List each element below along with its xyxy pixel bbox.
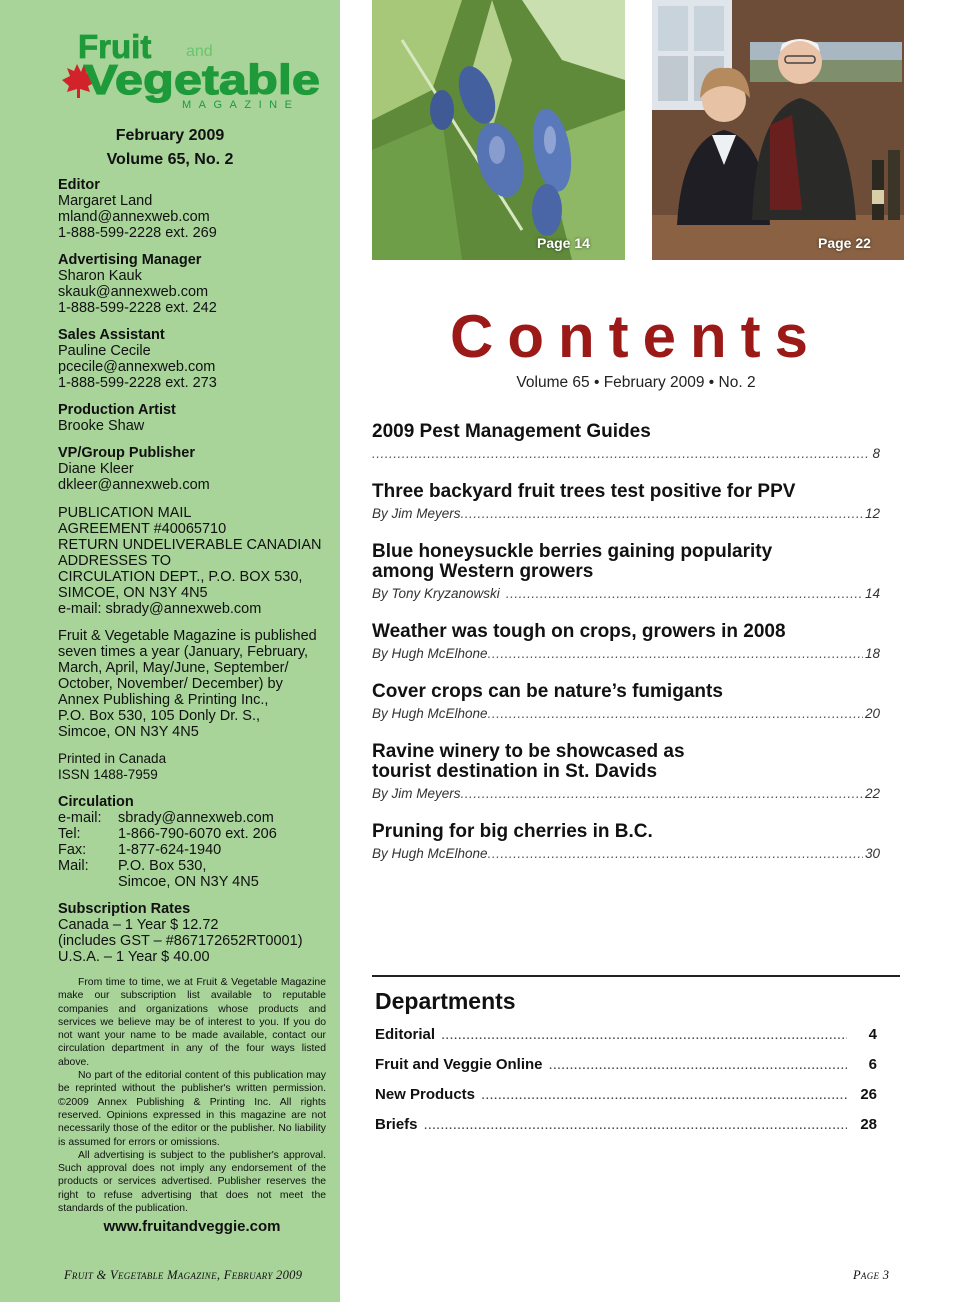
circulation-value: 1-866-790-6070 ext. 206 (118, 826, 277, 842)
photo-page-tag: Page 14 (537, 235, 590, 251)
publisher-info (58, 628, 330, 740)
publisher-info-line: March, April, May/June, September/ (58, 660, 289, 676)
article-byline: By Hugh McElhone (372, 846, 488, 861)
staff-name: Sharon Kauk (58, 268, 142, 284)
departments-divider (372, 975, 900, 977)
article-title[interactable]: Weather was tough on crops, growers in 2008 (372, 621, 786, 642)
leader-dots (549, 1056, 847, 1073)
article-page: 30 (864, 846, 880, 861)
fine-print (58, 976, 326, 1215)
circulation-row (58, 858, 330, 874)
publication-mail (58, 505, 330, 617)
circulation-row (58, 842, 330, 858)
leader-dots (481, 1086, 847, 1103)
publisher-info-line: seven times a year (January, February, (58, 644, 309, 660)
publisher-info-line: Fruit & Vegetable Magazine is published (58, 628, 317, 644)
circulation-value: Simcoe, ON N3Y 4N5 (118, 874, 259, 890)
article-entry[interactable] (372, 622, 880, 661)
publisher-info-line: P.O. Box 530, 105 Donly Dr. S., (58, 708, 261, 724)
publisher-info-line: Annex Publishing & Printing Inc., (58, 692, 269, 708)
article-title[interactable]: 2009 Pest Management Guides (372, 421, 651, 442)
article-title[interactable]: Three backyard fruit trees test positive for PPV (372, 481, 796, 502)
department-entry[interactable] (375, 1056, 877, 1073)
article-entry[interactable] (372, 422, 880, 461)
subscription-block (58, 901, 330, 965)
article-page: 20 (864, 706, 880, 721)
leader-dots (424, 1116, 847, 1133)
logo-word-vegetable: Vegetable (84, 56, 320, 103)
article-byline: By Tony Kryzanowski (372, 586, 500, 601)
publisher-info-line: Simcoe, ON N3Y 4N5 (58, 724, 199, 740)
article-title[interactable]: Pruning for big cherries in B.C. (372, 821, 653, 842)
article-byline-row (372, 786, 880, 801)
article-entry[interactable] (372, 682, 880, 721)
department-entry[interactable] (375, 1086, 877, 1103)
article-page: 22 (864, 786, 880, 801)
article-entry[interactable] (372, 482, 880, 521)
circulation-row (58, 874, 330, 890)
issn-line: ISSN 1488-7959 (58, 767, 158, 782)
department-name[interactable]: New Products (375, 1086, 476, 1103)
article-byline-row (372, 846, 880, 861)
logo-word-and: and (186, 43, 213, 60)
privacy-notice: From time to time, we at Fruit & Vegetable Magazine make our subscription list available to reputable companies and organizations whose products and services we believe may be of interest to you. If you do not want your name to be made available, contact our circulation department in any of the four ways listed above. (58, 977, 326, 1068)
circulation-value: 1-877-624-1940 (118, 842, 222, 858)
department-page: 4 (868, 1026, 877, 1043)
article-page: 18 (864, 646, 880, 661)
pub-mail-line: ADDRESSES TO (58, 553, 172, 569)
leader-dots (488, 846, 863, 861)
department-entry[interactable] (375, 1116, 877, 1133)
article-title[interactable]: Blue honeysuckle berries gaining popularity among Western growers (372, 541, 773, 582)
leader-dots (488, 706, 863, 721)
logo-word-fruit: Fruit (78, 28, 152, 65)
magazine-logo (60, 28, 322, 114)
department-name[interactable]: Fruit and Veggie Online (375, 1056, 543, 1073)
article-byline-row (372, 446, 880, 461)
department-page: 6 (868, 1056, 877, 1073)
subscription-line: (includes GST – #867172652RT0001) (58, 933, 303, 949)
contents-title: Contents (450, 303, 822, 370)
staff-role: VP/Group Publisher (58, 445, 195, 461)
staff-role: Editor (58, 177, 100, 193)
pub-mail-line: e-mail: sbrady@annexweb.com (58, 601, 262, 617)
leader-dots (488, 646, 863, 661)
staff-role: Production Artist (58, 402, 176, 418)
department-entry[interactable] (375, 1026, 877, 1043)
staff-name: Diane Kleer (58, 461, 134, 477)
photo-page-tag: Page 22 (818, 235, 871, 251)
staff-production (58, 402, 330, 434)
article-byline: By Jim Meyers (372, 506, 461, 521)
departments-heading: Departments (375, 988, 516, 1014)
department-page: 28 (860, 1116, 877, 1133)
masthead-sidebar (0, 0, 340, 1302)
circulation-row (58, 810, 330, 826)
subscription-heading: Subscription Rates (58, 901, 191, 917)
article-title[interactable]: Cover crops can be nature’s fumigants (372, 681, 723, 702)
article-byline: By Hugh McElhone (372, 706, 488, 721)
department-page: 26 (860, 1086, 877, 1103)
copyright-notice: No part of the editorial content of this publication may be reprinted without the publisher's written permission. ©2009 Annex Publishing & Printing Inc. All rights reserved. Opinions expressed in this magazine are not necessarily those of the editor or the publisher. No liability is assumed for errors or omissions. (58, 1070, 326, 1148)
contents-subtitle: Volume 65 • February 2009 • No. 2 (516, 374, 756, 391)
department-name[interactable]: Briefs (375, 1116, 418, 1133)
leader-dots (441, 1026, 847, 1043)
subscription-line: U.S.A. – 1 Year $ 40.00 (58, 949, 210, 965)
staff-phone: 1-888-599-2228 ext. 269 (58, 225, 217, 241)
article-page: 12 (864, 506, 880, 521)
staff-email: dkleer@annexweb.com (58, 477, 210, 493)
staff-email: mland@annexweb.com (58, 209, 210, 225)
pub-mail-line: PUBLICATION MAIL (58, 505, 192, 521)
article-byline: By Hugh McElhone (372, 646, 488, 661)
leader-dots (461, 786, 863, 801)
winery-owners-photo (652, 0, 904, 260)
staff-name: Brooke Shaw (58, 418, 145, 434)
staff-sales (58, 327, 330, 391)
staff-email: pcecile@annexweb.com (58, 359, 216, 375)
publisher-info-line: October, November/ December) by (58, 676, 283, 692)
circulation-key (58, 874, 118, 890)
circulation-key: Mail: (58, 858, 89, 874)
footer-left: Fruit & Vegetable Magazine, February 2009 (64, 1268, 303, 1282)
advertising-notice: All advertising is subject to the publisher's approval. Such approval does not imply any endorsement of the products or services advertised. Publisher reserves the right to refuse advertising that does not meet the standards of the publication. (58, 1149, 326, 1215)
pub-mail-line: RETURN UNDELIVERABLE CANADIAN (58, 537, 322, 553)
article-byline-row (372, 586, 880, 601)
issue-volume: Volume 65, No. 2 (106, 151, 234, 168)
circulation-key: Tel: (58, 826, 81, 842)
printed-line: Printed in Canada (58, 751, 167, 766)
staff-name: Margaret Land (58, 193, 153, 209)
subscription-line: Canada – 1 Year $ 12.72 (58, 917, 219, 933)
article-byline: By Jim Meyers (372, 786, 461, 801)
logo-word-magazine: MAGAZINE (182, 99, 300, 111)
staff-editor (58, 177, 330, 241)
staff-phone: 1-888-599-2228 ext. 273 (58, 375, 217, 391)
department-name[interactable]: Editorial (375, 1026, 436, 1043)
circulation-key: Fax: (58, 842, 87, 858)
circulation-row (58, 826, 330, 842)
staff-email: skauk@annexweb.com (58, 284, 209, 300)
article-entry[interactable] (372, 742, 880, 801)
pub-mail-line: CIRCULATION DEPT., P.O. BOX 530, (58, 569, 303, 585)
staff-name: Pauline Cecile (58, 343, 151, 359)
pub-mail-line: AGREEMENT #40065710 (58, 521, 227, 537)
article-page: 8 (872, 446, 880, 461)
staff-role: Sales Assistant (58, 327, 165, 343)
staff-phone: 1-888-599-2228 ext. 242 (58, 300, 217, 316)
leader-dots (372, 446, 870, 461)
pub-mail-line: SIMCOE, ON N3Y 4N5 (58, 585, 208, 601)
article-entry[interactable] (372, 542, 880, 601)
circulation-value: sbrady@annexweb.com (118, 810, 274, 826)
website-link[interactable]: www.fruitandveggie.com (103, 1218, 281, 1235)
issue-date: February 2009 (115, 127, 225, 144)
circulation-block (58, 794, 330, 890)
circulation-value: P.O. Box 530, (118, 858, 207, 874)
circulation-heading: Circulation (58, 794, 134, 810)
footer-page-number: Page 3 (853, 1268, 890, 1282)
article-byline-row (372, 646, 880, 661)
staff-ad-manager (58, 252, 330, 316)
article-byline-row (372, 506, 880, 521)
staff-publisher (58, 445, 330, 493)
article-page: 14 (864, 586, 880, 601)
article-byline-row (372, 706, 880, 721)
leader-dots (461, 506, 863, 521)
staff-role: Advertising Manager (58, 252, 202, 268)
blueberry-photo (372, 0, 625, 260)
article-entry[interactable] (372, 822, 880, 861)
printed-info (58, 751, 330, 783)
circulation-key: e-mail: (58, 810, 102, 826)
article-title[interactable]: Ravine winery to be showcased as tourist destination in St. Davids (372, 741, 685, 782)
leader-dots (506, 586, 863, 601)
